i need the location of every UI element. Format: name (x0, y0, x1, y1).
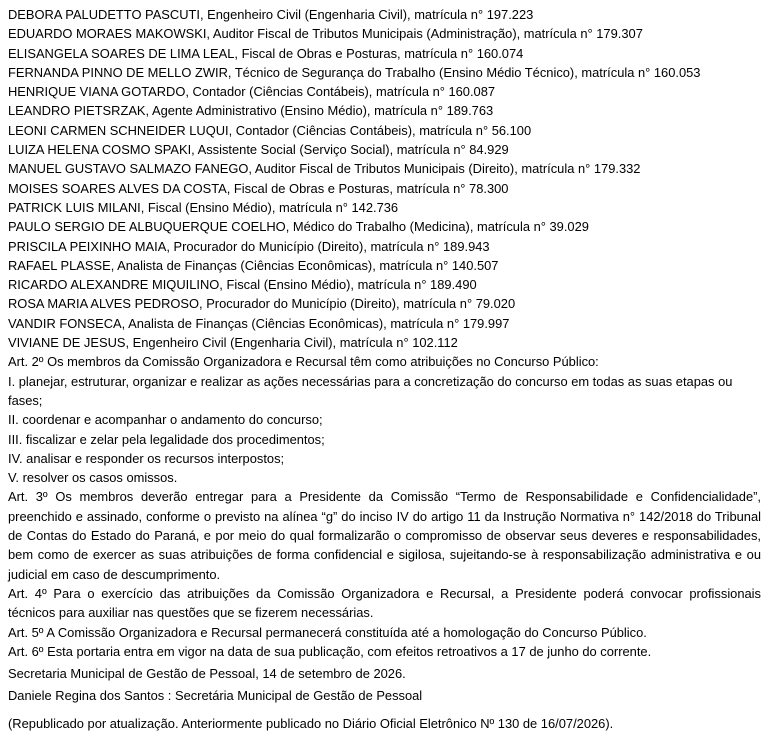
list-item: FERNANDA PINNO DE MELLO ZWIR, Técnico de Segurança do Trabalho (Ensino Médio Técnico), matrícula n° 160.053 (8, 64, 701, 80)
art3-paragraph: Art. 3º Os membros deverão entregar para a Presidente da Comissão “Termo de Responsabilidade e Confidencialidade”, preenchido e assinado, conforme o previsto na alínea “g” do inciso IV do artigo 11 da Instrução Normativa n° 142/2018 do Tribunal de Contas do Estado do Paraná, e por meio do qual formalizarão o compromisso de observar seus deveres e responsabilidades, bem como de exercer as suas atribuições de forma confidencial e sigilosa, sujeitando-se à responsabilização administrativa e ou judicial em caso de descumprimento. (8, 489, 761, 582)
place-date: Secretaria Municipal de Gestão de Pessoal, 14 de setembro de 2026. (8, 666, 406, 682)
list-item: LEANDRO PIETSRZAK, Agente Administrativo (Ensino Médio), matrícula n° 189.763 (8, 103, 494, 119)
art2-item-2: II. coordenar e acompanhar o andamento do concurso; (8, 412, 323, 428)
republication-note: (Republicado por atualização. Anteriormente publicado no Diário Oficial Eletrônico Nº 130 de 16/07/2026). (8, 715, 614, 731)
list-item: MOISES SOARES ALVES DA COSTA, Fiscal de Obras e Posturas, matrícula n° 78.300 (8, 180, 509, 196)
list-item: LUIZA HELENA COSMO SPAKI, Assistente Social (Serviço Social), matrícula n° 84.929 (8, 142, 509, 158)
list-item: VANDIR FONSECA, Analista de Finanças (Ciências Econômicas), matrícula n° 179.997 (8, 315, 510, 331)
list-item: PAULO SERGIO DE ALBUQUERQUE COELHO, Médico do Trabalho (Medicina), matrícula n° 39.029 (8, 219, 589, 235)
art5-paragraph: Art. 5º A Comissão Organizadora e Recursal permanecerá constituída até a homologação do Concurso Público. (8, 624, 647, 640)
list-item: PATRICK LUIS MILANI, Fiscal (Ensino Médio), matrícula n° 142.736 (8, 199, 399, 215)
list-item: HENRIQUE VIANA GOTARDO, Contador (Ciências Contábeis), matrícula n° 160.087 (8, 84, 496, 100)
art6-paragraph: Art. 6º Esta portaria entra em vigor na data de sua publicação, com efeitos retroativos a 17 de junho do corrente. (8, 643, 652, 659)
members-list (8, 5, 761, 352)
list-item: RICARDO ALEXANDRE MIQUILINO, Fiscal (Ensino Médio), matrícula n° 189.490 (8, 277, 477, 293)
list-item: LEONI CARMEN SCHNEIDER LUQUI, Contador (Ciências Contábeis), matrícula n° 56.100 (8, 122, 532, 138)
list-item: PRISCILA PEIXINHO MAIA, Procurador do Município (Direito), matrícula n° 189.943 (8, 238, 490, 254)
list-item: RAFAEL PLASSE, Analista de Finanças (Ciências Econômicas), matrícula n° 140.507 (8, 257, 499, 273)
list-item: MANUEL GUSTAVO SALMAZO FANEGO, Auditor Fiscal de Tributos Municipais (Direito), matrícula n° 179.332 (8, 161, 641, 177)
art2-intro: Art. 2º Os membros da Comissão Organizadora e Recursal têm como atribuições no Concurso Público: (8, 354, 599, 370)
list-item: ELISANGELA SOARES DE LIMA LEAL, Fiscal de Obras e Posturas, matrícula n° 160.074 (8, 45, 524, 61)
art2-item-1: I. planejar, estruturar, organizar e realizar as ações necessárias para a concretização do concurso em todas as suas etapas ou fases; (8, 373, 733, 408)
art2-item-4: IV. analisar e responder os recursos interpostos; (8, 450, 285, 466)
art2-item-5: V. resolver os casos omissos. (8, 470, 178, 486)
list-item: EDUARDO MORAES MAKOWSKI, Auditor Fiscal de Tributos Municipais (Administração), matrícula n° 179.307 (8, 26, 643, 42)
list-item: DEBORA PALUDETTO PASCUTI, Engenheiro Civil (Engenharia Civil), matrícula n° 197.223 (8, 7, 534, 22)
list-item: ROSA MARIA ALVES PEDROSO, Procurador do Município (Direito), matrícula n° 79.020 (8, 296, 516, 312)
art4-paragraph: Art. 4º Para o exercício das atribuições da Comissão Organizadora e Recursal, a Presidente poderá convocar profissionais técnicos para auxiliar nas questões que se fizerem necessárias. (8, 585, 761, 621)
list-item: VIVIANE DE JESUS, Engenheiro Civil (Engenharia Civil), matrícula n° 102.112 (8, 335, 458, 351)
art2-item-3: III. fiscalizar e zelar pela legalidade dos procedimentos; (8, 431, 325, 447)
signature-line: Daniele Regina dos Santos : Secretária Municipal de Gestão de Pessoal (8, 688, 423, 704)
